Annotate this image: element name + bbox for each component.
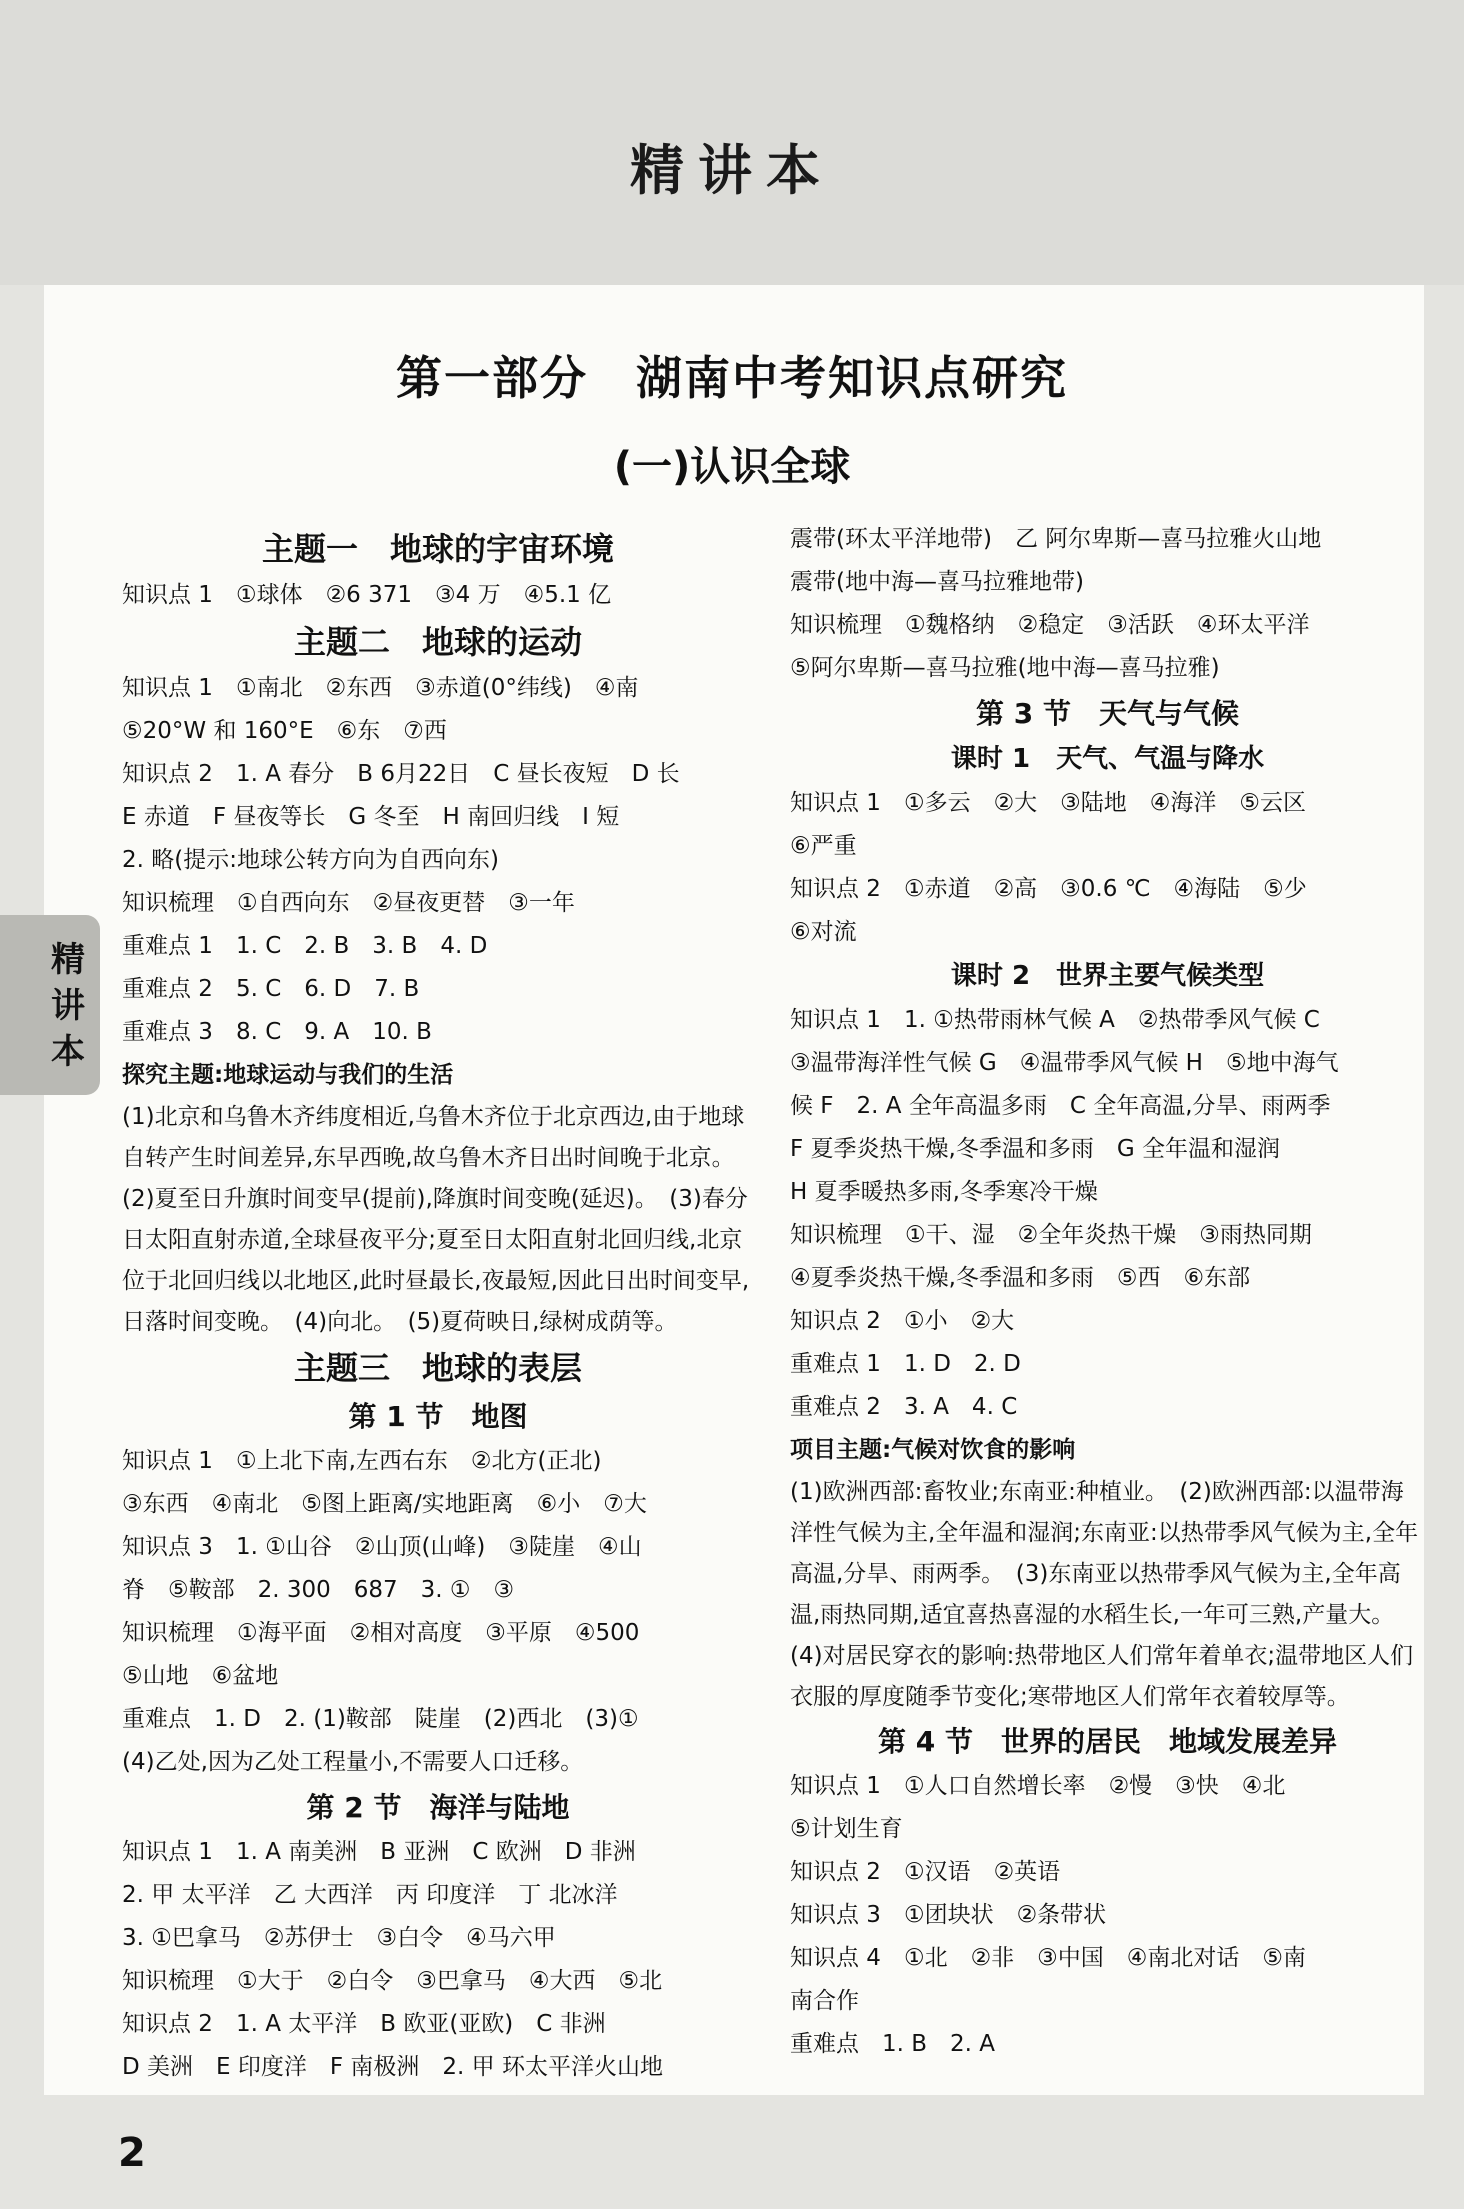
- answer-line: 2. 甲 太平洋 乙 大西洋 丙 印度洋 丁 北冰洋: [122, 1882, 618, 1908]
- side-tab-label: 精讲本: [51, 940, 85, 1072]
- section-heading: 第 1 节 地图: [348, 1400, 528, 1433]
- answer-line: ③温带海洋性气候 G ④温带季风气候 H ⑤地中海气: [790, 1050, 1339, 1076]
- answer-line: 知识点 1 ①南北 ②东西 ③赤道(0°纬线) ④南: [122, 675, 639, 701]
- page-number: 2: [118, 2130, 146, 2176]
- answer-line: 知识梳理 ①大于 ②白令 ③巴拿马 ④大西 ⑤北: [122, 1968, 663, 1994]
- answer-line: 候 F 2. A 全年高温多雨 C 全年高温,分旱、雨两季: [790, 1093, 1331, 1119]
- section-heading: 第 4 节 世界的居民 地域发展差异: [878, 1725, 1337, 1758]
- answer-line: 知识点 3 1. ①山谷 ②山顶(山峰) ③陡崖 ④山: [122, 1534, 642, 1560]
- answer-line: 2. 略(提示:地球公转方向为自西向东): [122, 847, 499, 873]
- answer-line: 知识点 3 ①团块状 ②条带状: [790, 1902, 1107, 1928]
- answer-line: ⑤计划生育: [790, 1816, 903, 1842]
- part-title: 第一部分 湖南中考知识点研究: [396, 351, 1068, 405]
- answer-line: 重难点 1. B 2. A: [790, 2031, 996, 2057]
- header-title: 精讲本: [630, 139, 834, 202]
- lesson-heading: 课时 2 世界主要气候类型: [950, 961, 1265, 991]
- lesson-heading: 课时 1 天气、气温与降水: [950, 744, 1265, 774]
- answer-line: 3. ①巴拿马 ②苏伊士 ③白令 ④马六甲: [122, 1925, 556, 1951]
- explore-heading: 探究主题:地球运动与我们的生活: [122, 1062, 454, 1088]
- answer-line: ③东西 ④南北 ⑤图上距离/实地距离 ⑥小 ⑦大: [122, 1491, 647, 1517]
- answer-line: 南合作: [790, 1988, 859, 2014]
- answer-line: 重难点 1. D 2. (1)鞍部 陡崖 (2)西北 (3)①: [122, 1706, 639, 1732]
- section-title: (一)认识全球: [613, 444, 851, 490]
- explore-text: (1)北京和乌鲁木齐纬度相近,乌鲁木齐位于北京西边,由于地球自转产生时间差异,东早西晚,故乌鲁木齐日出时间晚于北京。 (2)夏至日升旗时间变早(提前),降旗时间变晚(延迟)。 (3)春分日太阳直射赤道,全球昼夜平分;夏至日太阳直射北回归线,北京位于北回归线以北地区,此时昼最长,夜最短,因此日出时间变早,日落时间变晚。 (4)向北。 (5)夏荷映日,绿树成荫等。: [122, 1104, 750, 1335]
- answer-line: 重难点 1 1. C 2. B 3. B 4. D: [122, 933, 488, 959]
- answer-line: ⑥严重: [790, 833, 857, 859]
- answer-line: 重难点 2 3. A 4. C: [790, 1394, 1018, 1420]
- answer-line: 知识点 2 ①小 ②大: [790, 1308, 1015, 1334]
- answer-line: 知识梳理 ①自西向东 ②昼夜更替 ③一年: [122, 890, 575, 916]
- section-heading: 第 3 节 天气与气候: [976, 697, 1239, 730]
- answer-line: D 美洲 E 印度洋 F 南极洲 2. 甲 环太平洋火山地: [122, 2054, 663, 2080]
- answer-line: 知识点 1 1. A 南美洲 B 亚洲 C 欧洲 D 非洲: [122, 1839, 636, 1865]
- answer-line: 重难点 3 8. C 9. A 10. B: [122, 1019, 432, 1045]
- answer-line: H 夏季暖热多雨,冬季寒冷干燥: [790, 1179, 1098, 1205]
- project-text: (1)欧洲西部:畜牧业;东南亚:种植业。 (2)欧洲西部:以温带海洋性气候为主,全年温和湿润;东南亚:以热带季风气候为主,全年高温,分旱、雨两季。 (3)东南亚以热带季风气候为主,全年高温,雨热同期,适宜喜热喜湿的水稻生长,一年可三熟,产量大。 (4)对居民穿衣的影响:热带地区人们常年着单衣;温带地区人们衣服的厚度随季节变化;寒带地区人们常年衣着较厚等。: [790, 1479, 1419, 1710]
- answer-line: 知识梳理 ①海平面 ②相对高度 ③平原 ④500: [122, 1620, 640, 1646]
- answer-line: E 赤道 F 昼夜等长 G 冬至 H 南回归线 I 短: [122, 804, 620, 830]
- answer-line: 重难点 1 1. D 2. D: [790, 1351, 1021, 1377]
- answer-line: 知识梳理 ①魏格纳 ②稳定 ③活跃 ④环太平洋: [790, 612, 1310, 638]
- answer-line: 知识点 2 ①赤道 ②高 ③0.6 ℃ ④海陆 ⑤少: [790, 876, 1307, 902]
- answer-line: 知识点 1 ①球体 ②6 371 ③4 万 ④5.1 亿: [122, 582, 612, 608]
- right-column: [790, 518, 1425, 2066]
- answer-line: (4)乙处,因为乙处工程量小,不需要人口迁移。: [122, 1749, 584, 1775]
- answer-line: 知识点 1 ①人口自然增长率 ②慢 ③快 ④北: [790, 1773, 1286, 1799]
- answer-line: 知识点 2 ①汉语 ②英语: [790, 1859, 1061, 1885]
- answer-line: 知识点 1 ①多云 ②大 ③陆地 ④海洋 ⑤云区: [790, 790, 1307, 816]
- answer-line: 震带(环太平洋地带) 乙 阿尔卑斯—喜马拉雅火山地: [790, 526, 1322, 552]
- answer-line: F 夏季炎热干燥,冬季温和多雨 G 全年温和湿润: [790, 1136, 1280, 1162]
- answer-line: 重难点 2 5. C 6. D 7. B: [122, 976, 420, 1002]
- answer-line: ⑤20°W 和 160°E ⑥东 ⑦西: [122, 718, 447, 744]
- answer-line: 知识点 1 1. ①热带雨林气候 A ②热带季风气候 C: [790, 1007, 1320, 1033]
- answer-line: 知识点 1 ①上北下南,左西右东 ②北方(正北): [122, 1448, 602, 1474]
- answer-line: 知识梳理 ①干、湿 ②全年炎热干燥 ③雨热同期: [790, 1222, 1312, 1248]
- project-heading: 项目主题:气候对饮食的影响: [790, 1437, 1076, 1463]
- section-heading: 第 2 节 海洋与陆地: [306, 1791, 570, 1824]
- answer-line: ⑤山地 ⑥盆地: [122, 1663, 279, 1689]
- answer-line: 脊 ⑤鞍部 2. 300 687 3. ① ③: [122, 1577, 515, 1603]
- answer-line: ④夏季炎热干燥,冬季温和多雨 ⑤西 ⑥东部: [790, 1265, 1251, 1291]
- answer-line: ⑥对流: [790, 919, 857, 945]
- topic-heading: 主题三 地球的表层: [293, 1349, 582, 1387]
- topic-heading: 主题二 地球的运动: [293, 623, 582, 661]
- answer-line: 震带(地中海—喜马拉雅地带): [790, 569, 1084, 595]
- answer-line: ⑤阿尔卑斯—喜马拉雅(地中海—喜马拉雅): [790, 655, 1220, 681]
- answer-line: 知识点 2 1. A 春分 B 6月22日 C 昼长夜短 D 长: [122, 761, 680, 787]
- answer-line: 知识点 4 ①北 ②非 ③中国 ④南北对话 ⑤南: [790, 1945, 1307, 1971]
- answer-line: 知识点 2 1. A 太平洋 B 欧亚(亚欧) C 非洲: [122, 2011, 606, 2037]
- topic-heading: 主题一 地球的宇宙环境: [261, 530, 614, 568]
- left-column: [122, 524, 754, 2089]
